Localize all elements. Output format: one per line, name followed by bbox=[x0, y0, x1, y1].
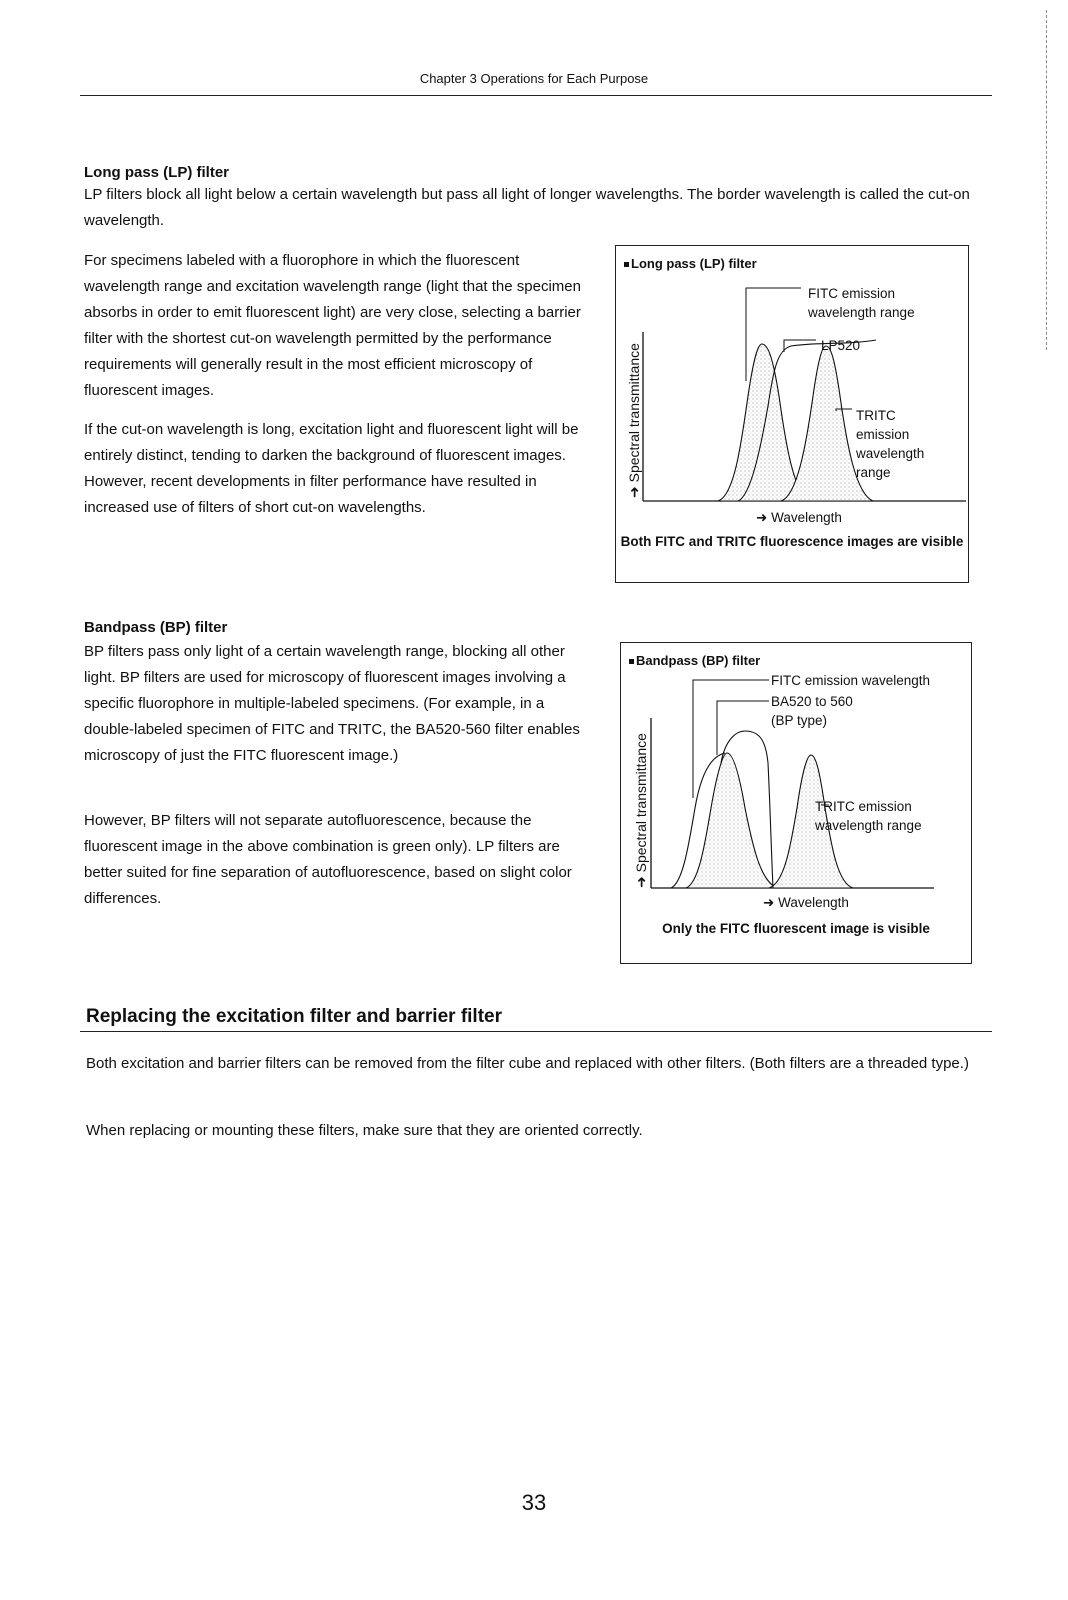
lp-figure bbox=[615, 245, 969, 583]
bp-xlabel: ➜ Wavelength bbox=[763, 895, 849, 910]
bp-tritc-label: TRITC emission wavelength range bbox=[815, 799, 922, 833]
lp-figure-title: Long pass (LP) filter bbox=[624, 256, 757, 271]
bp-paragraph-2: However, BP filters will not separate autofluorescence, because the fluorescent image in the above combination is green only). LP filters are better suited for fine separation of autofluorescence, based on slight color differences. bbox=[84, 812, 572, 907]
replace-paragraph-1: Both excitation and barrier filters can be removed from the filter cube and replaced with other filters. (Both filters are a threaded type.) bbox=[86, 1055, 969, 1072]
section-rule bbox=[80, 1031, 992, 1032]
arrow-right-icon: ➜ bbox=[756, 510, 768, 525]
lp-heading: Long pass (LP) filter bbox=[84, 164, 230, 181]
bp-figure-title: Bandpass (BP) filter bbox=[629, 653, 760, 668]
bp-paragraph-1: BP filters pass only light of a certain wavelength range, blocking all other light. BP filters are used for microscopy of fluorescent images involving a specific fluorophore in multiple-labeled specimens. (For example, in a double-labeled specimen of FITC and TRITC, the BA520-560 filter enables microscopy of just the FITC fluorescent image.) bbox=[84, 643, 580, 764]
bp-filter-label: BA520 to 560 (BP type) bbox=[771, 694, 853, 728]
lp-xlabel: ➜ Wavelength bbox=[756, 510, 842, 525]
bp-heading: Bandpass (BP) filter bbox=[84, 619, 228, 636]
lp-tritc-label: TRITC emission wavelength range bbox=[856, 408, 925, 480]
running-head: Chapter 3 Operations for Each Purpose bbox=[419, 71, 649, 86]
bp-ylabel: ➜ Spectral transmittance bbox=[633, 733, 649, 888]
lp-intro: LP filters block all light below a certain wavelength but pass all light of longer wavelengths. The border wavelength is called the cut-on wavelength. bbox=[84, 186, 970, 229]
lp-filter-label: LP520 bbox=[821, 338, 861, 353]
replace-heading: Replacing the excitation filter and barrier filter bbox=[86, 1006, 502, 1027]
page-number: 33 bbox=[521, 1490, 547, 1515]
lp-figure-caption: Both FITC and TRITC fluorescence images are visible bbox=[620, 534, 964, 549]
lp-paragraph-1: For specimens labeled with a fluorophore in which the fluorescent wavelength range and excitation wavelength range (light that the specimen absorbs in order to emit fluorescent light) are very close, selecting a barrier filter with the shortest cut-on wavelength permitted by the performance requirements will generally result in the most efficient microscopy of fluorescent images. bbox=[84, 252, 581, 399]
replace-paragraph-2: When replacing or mounting these filters, make sure that they are oriented correctly. bbox=[86, 1122, 643, 1139]
bp-fitc-label: FITC emission wavelength bbox=[771, 673, 931, 688]
scan-edge-line bbox=[1046, 10, 1047, 350]
bp-figure bbox=[620, 642, 972, 964]
arrow-right-icon: ➜ bbox=[763, 895, 775, 910]
lp-paragraph-2: If the cut-on wavelength is long, excitation light and fluorescent light will be entirely distinct, tending to darken the background of fluorescent images. However, recent developments in filter performance have resulted in increased use of filters of short cut-on wavelengths. bbox=[84, 421, 579, 516]
lp-fitc-label: FITC emission wavelength range bbox=[808, 286, 915, 320]
bp-figure-caption: Only the FITC fluorescent image is visible bbox=[662, 921, 930, 936]
header-rule bbox=[80, 95, 992, 96]
lp-ylabel: ➜ Spectral transmittance bbox=[626, 343, 642, 498]
